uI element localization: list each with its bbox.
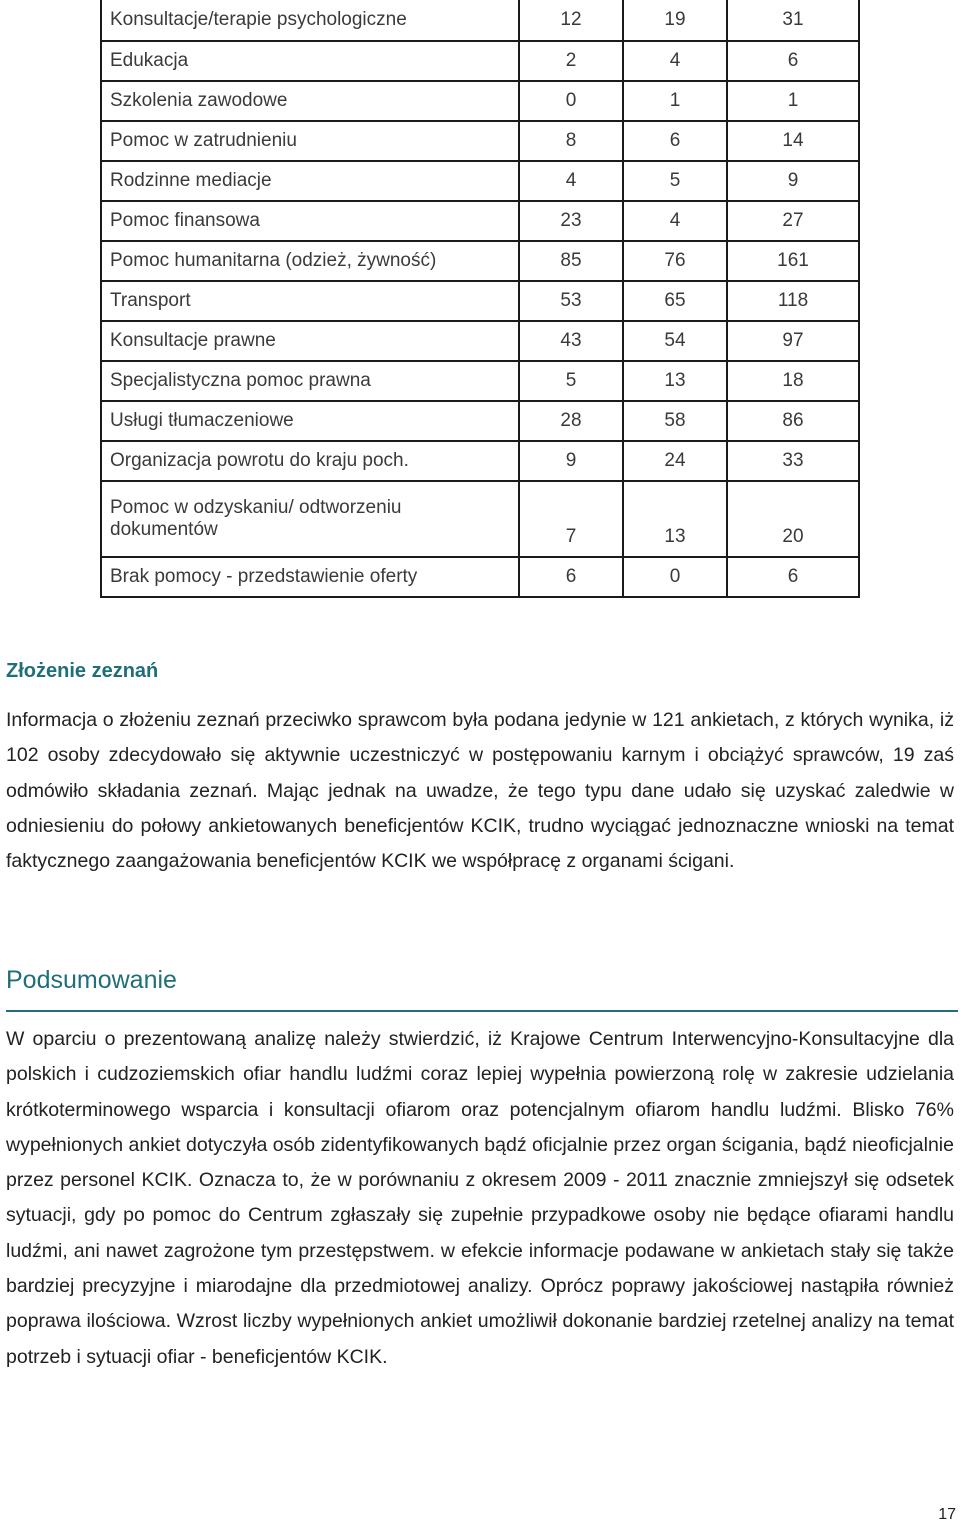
table-row <box>101 241 859 281</box>
table-row <box>101 401 859 441</box>
value-cell-total: 1 <box>727 81 859 121</box>
value-cell-total: 31 <box>727 0 859 41</box>
table-row <box>101 81 859 121</box>
value-cell-total: 18 <box>727 361 859 401</box>
value-cell-a: 0 <box>519 81 623 121</box>
table-row <box>101 481 859 557</box>
table-row <box>101 161 859 201</box>
row-label-cell: Transport <box>101 281 519 321</box>
value-cell-b: 4 <box>623 41 727 81</box>
value-cell-b: 19 <box>623 0 727 41</box>
row-label-cell: Konsultacje prawne <box>101 321 519 361</box>
assistance-table-container <box>100 0 860 598</box>
row-label-cell: Specjalistyczna pomoc prawna <box>101 361 519 401</box>
value-cell-total: 161 <box>727 241 859 281</box>
table-row <box>101 441 859 481</box>
value-cell-b: 54 <box>623 321 727 361</box>
row-label-cell: Pomoc finansowa <box>101 201 519 241</box>
row-label-cell: Szkolenia zawodowe <box>101 81 519 121</box>
row-label-cell: Konsultacje/terapie psychologiczne <box>101 0 519 41</box>
value-cell-total: 14 <box>727 121 859 161</box>
value-cell-a: 6 <box>519 557 623 597</box>
value-cell-a: 23 <box>519 201 623 241</box>
value-cell-a: 12 <box>519 0 623 41</box>
value-cell-b: 5 <box>623 161 727 201</box>
value-cell-b: 0 <box>623 557 727 597</box>
row-label-cell: Rodzinne mediacje <box>101 161 519 201</box>
value-cell-b: 58 <box>623 401 727 441</box>
section-heading-summary: Podsumowanie <box>6 966 177 994</box>
value-cell-a: 4 <box>519 161 623 201</box>
value-cell-b: 65 <box>623 281 727 321</box>
value-cell-a: 5 <box>519 361 623 401</box>
value-cell-a: 7 <box>519 481 623 557</box>
value-cell-b: 76 <box>623 241 727 281</box>
value-cell-total: 6 <box>727 557 859 597</box>
table-row <box>101 41 859 81</box>
row-label-cell: Pomoc w odzyskaniu/ odtworzeniu dokumentów <box>101 481 519 557</box>
value-cell-a: 8 <box>519 121 623 161</box>
table-row <box>101 361 859 401</box>
value-cell-b: 13 <box>623 481 727 557</box>
table-row <box>101 557 859 597</box>
heading-underline <box>6 1010 958 1012</box>
value-cell-a: 85 <box>519 241 623 281</box>
row-label-cell: Edukacja <box>101 41 519 81</box>
value-cell-a: 43 <box>519 321 623 361</box>
value-cell-total: 33 <box>727 441 859 481</box>
value-cell-total: 6 <box>727 41 859 81</box>
value-cell-a: 53 <box>519 281 623 321</box>
value-cell-b: 4 <box>623 201 727 241</box>
table-row <box>101 121 859 161</box>
row-label-cell: Pomoc humanitarna (odzież, żywność) <box>101 241 519 281</box>
row-label-cell: Brak pomocy - przedstawienie oferty <box>101 557 519 597</box>
row-label-cell: Pomoc w zatrudnieniu <box>101 121 519 161</box>
value-cell-total: 9 <box>727 161 859 201</box>
testimony-paragraph: Informacja o złożeniu zeznań przeciwko sprawcom była podana jedynie w 121 ankietach, z których wynika, iż 102 osoby zdecydowało się aktywnie uczestniczyć w postępowaniu karnym i obciążyć sprawców, 19 zaś odmówiło składania zeznań. Mając jednak na uwadze, że tego typu dane udało się uzyskać zaledwie w odniesieniu do połowy ankietowanych beneficjentów KCIK, trudno wyciągać jednoznaczne wnioski na temat faktycznego zaangażowania beneficjentów KCIK we współpracę z organami ścigani. <box>6 709 954 873</box>
row-label-cell: Organizacja powrotu do kraju poch. <box>101 441 519 481</box>
value-cell-a: 2 <box>519 41 623 81</box>
table-row <box>101 0 859 41</box>
table-row <box>101 321 859 361</box>
assistance-table <box>100 0 860 598</box>
value-cell-total: 86 <box>727 401 859 441</box>
value-cell-b: 6 <box>623 121 727 161</box>
table-row <box>101 281 859 321</box>
value-cell-b: 1 <box>623 81 727 121</box>
section-heading-testimony: Złożenie zeznań <box>6 660 159 682</box>
value-cell-b: 24 <box>623 441 727 481</box>
summary-paragraph: W oparciu o prezentowaną analizę należy stwierdzić, iż Krajowe Centrum Interwencyjno-Konsultacyjne dla polskich i cudzoziemskich ofiar handlu ludźmi coraz lepiej wypełnia powierzoną rolę w zakresie udzielania krótkoterminowego wsparcia i konsultacji ofiarom oraz potencjalnym ofiarom handlu ludźmi. Blisko 76% wypełnionych ankiet dotyczyła osób zidentyfikowanych bądź oficjalnie przez organ ścigania, bądź nieoficjalnie przez personel KCIK. Oznacza to, że w porównaniu z okresem 2009 - 2011 znacznie zmniejszył się odsetek sytuacji, gdy po pomoc do Centrum zgłaszały się zupełnie przypadkowe osoby nie będące ofiarami handlu ludźmi, ani nawet zagrożone tym przestępstwem. w efekcie informacje podawane w ankietach stały się także bardziej precyzyjne i miarodajne dla przedmiotowej analizy. Oprócz poprawy jakościowej nastąpiła również poprawa ilościowa. Wzrost liczby wypełnionych ankiet umożliwił dokonanie bardziej rzetelnej analizy na temat potrzeb i sytuacji ofiar - beneficjentów KCIK. <box>6 1028 954 1368</box>
table-row <box>101 201 859 241</box>
value-cell-a: 28 <box>519 401 623 441</box>
value-cell-total: 118 <box>727 281 859 321</box>
value-cell-a: 9 <box>519 441 623 481</box>
page-number: 17 <box>938 1506 956 1523</box>
value-cell-total: 97 <box>727 321 859 361</box>
value-cell-total: 20 <box>727 481 859 557</box>
row-label-cell: Usługi tłumaczeniowe <box>101 401 519 441</box>
assistance-table-body <box>101 0 859 597</box>
value-cell-b: 13 <box>623 361 727 401</box>
value-cell-total: 27 <box>727 201 859 241</box>
